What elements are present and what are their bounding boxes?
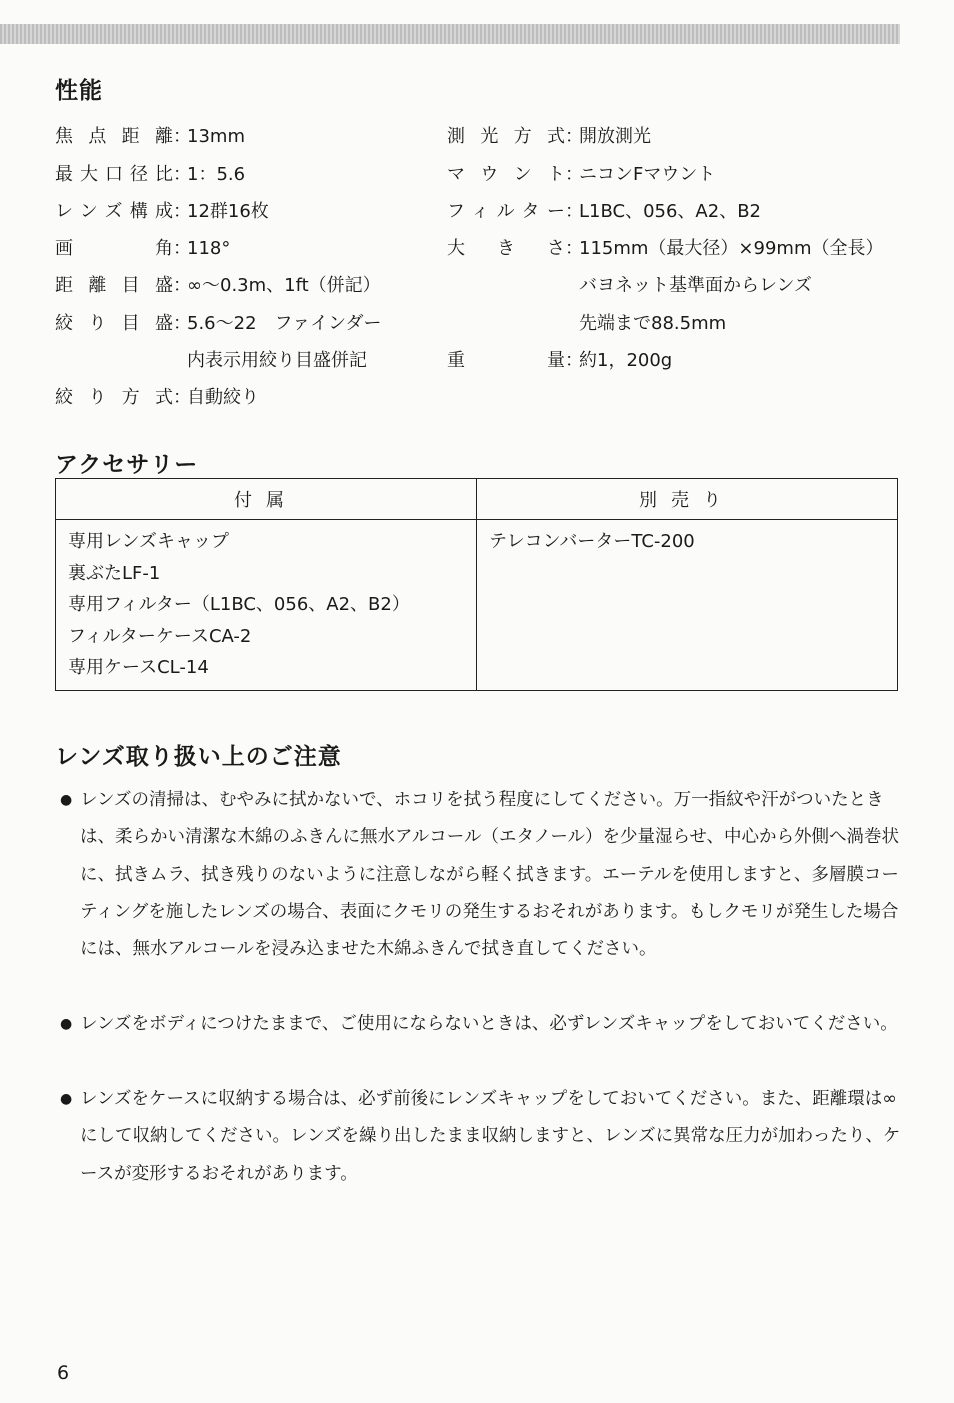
spec-value: 5.6～22 ファインダー — [187, 313, 382, 334]
spec-label: 測光方式 — [447, 126, 565, 147]
precaution-text: レンズをケースに収納する場合は、必ず前後にレンズキャップをしておいてください。また、距離環は∞にして収納してください。レンズを繰り出したまま収納しますと、レンズに異常な圧力が加わったり、ケースが変形するおそれがあります。 — [80, 1089, 901, 1184]
precaution-item-3 — [60, 1081, 910, 1193]
spec-right-4-continuation: バヨネット基準面からレンズ — [579, 275, 813, 296]
spec-value: 約1，200g — [579, 350, 673, 371]
table-header-optional: 別売り — [477, 479, 898, 520]
spec-right-1: マウント：ニコンFマウント — [447, 160, 715, 186]
spec-left-1: 最大口径比：1：5.6 — [55, 160, 245, 186]
spec-value: 12群16枚 — [187, 201, 269, 222]
page-number: 6 — [57, 1362, 70, 1384]
bullet-icon: ● — [60, 1016, 73, 1032]
accessories-table — [55, 478, 898, 691]
spec-left-7: 絞り方式：自動絞り — [55, 383, 259, 409]
spec-value: 115mm（最大径）×99mm（全長） — [579, 238, 884, 259]
list-item: テレコンバーターTC-200 — [489, 531, 695, 552]
spec-value: 自動絞り — [187, 387, 259, 408]
list-item: 専用ケースCL-14 — [68, 657, 209, 678]
spec-left-5: 絞り目盛：5.6～22 ファインダー — [55, 309, 381, 335]
spec-label: 重量 — [447, 350, 565, 371]
precaution-item-2 — [60, 1006, 910, 1043]
list-item: 専用レンズキャップ — [68, 531, 230, 552]
spec-left-2: レンズ構成：12群16枚 — [55, 197, 269, 223]
bullet-icon: ● — [60, 1091, 73, 1107]
spec-left-4: 距離目盛：∞～0.3m、1ft（併記） — [55, 271, 381, 297]
precaution-item-1 — [60, 782, 910, 968]
bullet-icon: ● — [60, 792, 73, 808]
spec-label: 絞り方式 — [55, 387, 173, 408]
spec-value: ニコンFマウント — [579, 164, 716, 185]
spec-label: 大きさ — [447, 238, 565, 259]
spec-value: 13mm — [187, 126, 245, 147]
spec-value: ∞～0.3m、1ft（併記） — [187, 275, 381, 296]
included-cell — [56, 520, 477, 691]
list-item: 専用フィルター（L1BC、056、A2、B2） — [68, 594, 410, 615]
precaution-text: レンズをボディにつけたままで、ご使用にならないときは、必ずレンズキャップをしておいてください。 — [80, 1014, 898, 1034]
spec-label: 画角 — [55, 238, 173, 259]
spec-value: 開放測光 — [579, 126, 651, 147]
spec-label: マウント — [447, 164, 565, 185]
spec-right-6: 重量：約1，200g — [447, 346, 672, 372]
section-heading-precautions: レンズ取り扱い上のご注意 — [55, 744, 342, 770]
spec-label: レンズ構成 — [55, 201, 173, 222]
section-heading-accessories: アクセサリー — [55, 452, 199, 478]
spec-left-3: 画角：118° — [55, 234, 230, 260]
spec-label: 距離目盛 — [55, 275, 173, 296]
spec-value: 118° — [187, 238, 231, 259]
section-heading-performance: 性能 — [55, 78, 103, 104]
list-item: 裏ぶたLF-1 — [68, 562, 161, 584]
spec-label: 焦点距離 — [55, 126, 173, 147]
spec-label: フィルター — [447, 201, 565, 222]
spec-value: L1BC、056、A2、B2 — [579, 201, 762, 222]
table-header-included: 付属 — [56, 479, 477, 520]
spec-right-0: 測光方式：開放測光 — [447, 122, 651, 148]
spec-value: 1：5.6 — [187, 164, 246, 185]
spec-right-2: フィルター：L1BC、056、A2、B2 — [447, 197, 761, 223]
spec-right-5-continuation: 先端まで88.5mm — [579, 313, 727, 334]
spec-left-0: 焦点距離：13mm — [55, 122, 245, 148]
list-item: フィルターケースCA-2 — [68, 625, 252, 647]
spec-label: 最大口径比 — [55, 164, 173, 185]
precaution-text: レンズの清掃は、むやみに拭かないで、ホコリを拭う程度にしてください。万一指紋や汗がついたときは、柔らかい清潔な木綿のふきんに無水アルコール（エタノール）を少量湿らせ、中心から外側へ渦巻状に、拭きムラ、拭き残りのないように注意しながら軽く拭きます。エーテルを使用しますと、多層膜コーティングを施したレンズの場合、表面にクモリの発生するおそれがあります。もしクモリが発生した場合には、無水アルコールを浸み込ませた木綿ふきんで拭き直してください。 — [80, 790, 899, 960]
spec-left-6-continuation: 内表示用絞り目盛併記 — [187, 350, 367, 371]
header-band — [0, 24, 900, 44]
spec-label: 絞り目盛 — [55, 313, 173, 334]
optional-cell — [477, 520, 898, 691]
spec-right-3: 大きさ：115mm（最大径）×99mm（全長） — [447, 234, 883, 260]
